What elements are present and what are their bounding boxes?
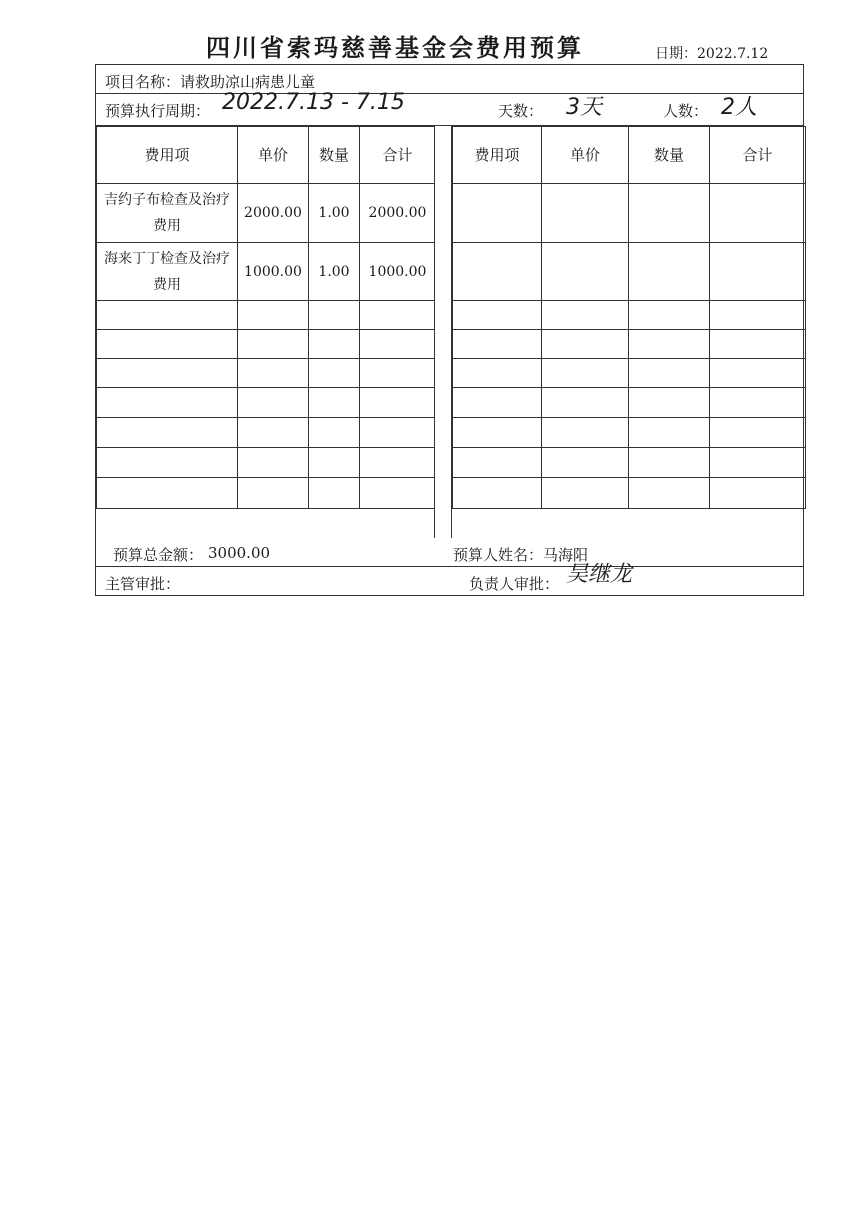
- header-total: 合计: [360, 127, 436, 184]
- table-row: [453, 301, 806, 330]
- row-price: 2000.00: [238, 184, 309, 243]
- table-header-row: [97, 127, 436, 184]
- budget-form: [95, 64, 804, 596]
- row-price: 1000.00: [238, 243, 309, 301]
- table-row: [97, 448, 436, 478]
- table-row: [453, 184, 806, 243]
- table-row: [97, 478, 436, 509]
- budget-total-label: 预算总金额：: [113, 546, 204, 564]
- table-row: [97, 243, 436, 301]
- manager-signature: 吴继龙: [566, 562, 633, 587]
- period-label: 预算执行周期：: [105, 102, 211, 120]
- row-item: 海来丁丁检查及治疗费用: [97, 243, 238, 301]
- table-row: [453, 448, 806, 478]
- period-row: [96, 90, 803, 126]
- table-row: [97, 301, 436, 330]
- header-qty: 数量: [629, 127, 710, 184]
- header-qty: 数量: [309, 127, 360, 184]
- row-item: 吉约子布检查及治疗费用: [97, 184, 238, 243]
- row-qty: 1.00: [309, 243, 360, 301]
- approval-row: [96, 562, 803, 596]
- budgeter-label: 预算人姓名：: [453, 546, 544, 564]
- people-label: 人数：: [663, 102, 709, 120]
- row-total: 2000.00: [360, 184, 436, 243]
- table-row: [453, 388, 806, 418]
- document-title: 四川省索玛慈善基金会费用预算: [206, 33, 584, 62]
- expense-table-right: [452, 126, 806, 509]
- table-row: [97, 184, 436, 243]
- manager-label: 负责人审批：: [469, 575, 560, 593]
- header-total: 合计: [710, 127, 806, 184]
- table-row: [453, 359, 806, 388]
- people-value: 2人: [721, 95, 757, 120]
- table-row: [453, 418, 806, 448]
- column-gap: [434, 126, 452, 538]
- table-header-row: [453, 127, 806, 184]
- expense-table-left: [96, 126, 436, 509]
- table-row: [453, 243, 806, 301]
- project-label: 项目名称：: [105, 73, 181, 91]
- header-item: 费用项: [97, 127, 238, 184]
- project-name: 请救助凉山病患儿童: [180, 73, 316, 91]
- table-row: [97, 388, 436, 418]
- budgeter-name: 马海阳: [543, 546, 589, 564]
- period-value: 2022.7.13 - 7.15: [222, 90, 405, 115]
- table-row: [97, 359, 436, 388]
- project-row: [96, 65, 803, 94]
- row-total: 1000.00: [360, 243, 436, 301]
- table-row: [97, 418, 436, 448]
- budget-total-value: 3000.00: [208, 544, 271, 562]
- header-price: 单价: [542, 127, 629, 184]
- document-date: 日期：2022.7.12: [655, 46, 769, 62]
- budget-total-row: [96, 538, 803, 567]
- days-label: 天数：: [498, 102, 544, 120]
- days-value: 3天: [566, 95, 602, 120]
- header-item: 费用项: [453, 127, 542, 184]
- table-row: [453, 330, 806, 359]
- table-row: [453, 478, 806, 509]
- table-row: [97, 330, 436, 359]
- row-qty: 1.00: [309, 184, 360, 243]
- header-price: 单价: [238, 127, 309, 184]
- supervisor-label: 主管审批：: [105, 575, 181, 593]
